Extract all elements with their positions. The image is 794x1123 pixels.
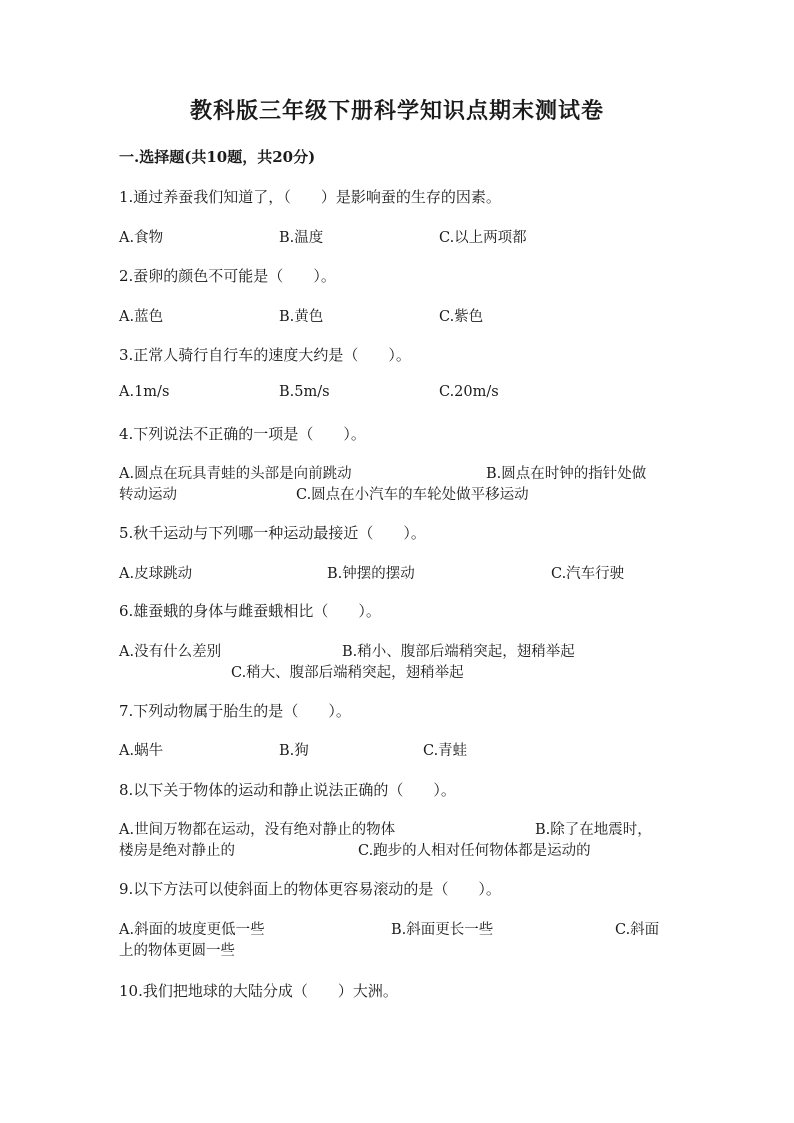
q2-option-c: C.紫色 [439,309,484,325]
question-2: 2.蚕卵的颜色不可能是（ ）。 [119,267,336,285]
q2-option-b: B.黄色 [279,309,324,325]
q1-option-c: C.以上两项都 [439,230,527,246]
section-heading: 一.选择题(共10题，共20分) [119,148,316,166]
q3-option-b: B.5m/s [279,384,330,400]
q6-option-a: A.没有什么差别 [119,644,222,660]
question-10: 10.我们把地球的大陆分成（ ）大洲。 [119,982,398,1000]
q3-option-a: A.1m/s [119,384,170,400]
question-8: 8.以下关于物体的运动和静止说法正确的（ ）。 [119,781,456,799]
q4-option-a: A.圆点在玩具青蛙的头部是向前跳动 [119,466,352,482]
q4-option-c: C.圆点在小汽车的车轮处做平移运动 [296,487,529,503]
q9-option-a: A.斜面的坡度更低一些 [119,922,265,938]
q4-option-b: B.圆点在时钟的指针处做 [486,466,647,482]
q8-option-b-cont: 楼房是绝对静止的 [119,843,235,859]
q7-option-a: A.蜗牛 [119,743,164,759]
q5-option-c: C.汽车行驶 [551,566,625,582]
q6-option-c: C.稍大、腹部后端稍突起，翅稍举起 [231,665,464,681]
q7-option-b: B.狗 [279,743,309,759]
question-7: 7.下列动物属于胎生的是（ ）。 [119,702,351,720]
q1-option-b: B.温度 [279,230,324,246]
q5-option-b: B.钟摆的摆动 [327,566,415,582]
q1-option-a: A.食物 [119,230,164,246]
q5-option-a: A.皮球跳动 [119,566,193,582]
question-1: 1.通过养蚕我们知道了，（ ）是影响蚕的生存的因素。 [119,188,501,206]
q8-option-b: B.除了在地震时， [535,822,652,838]
q2-option-a: A.蓝色 [119,309,164,325]
question-3: 3.正常人骑行自行车的速度大约是（ ）。 [119,346,411,364]
question-5: 5.秋千运动与下列哪一种运动最接近（ ）。 [119,524,426,542]
q3-option-c: C.20m/s [439,384,499,400]
q9-option-b: B.斜面更长一些 [391,922,494,938]
question-6: 6.雄蚕蛾的身体与雌蚕蛾相比（ ）。 [119,602,381,620]
q4-option-b-cont: 转动运动 [119,487,177,503]
question-9: 9.以下方法可以使斜面上的物体更容易滚动的是（ ）。 [119,880,501,898]
q9-option-c-cont: 上的物体更圆一些 [119,943,235,959]
q8-option-c: C.跑步的人相对任何物体都是运动的 [358,843,591,859]
q6-option-b: B.稍小、腹部后端稍突起，翅稍举起 [342,644,575,660]
q9-option-c: C.斜面 [615,922,660,938]
question-4: 4.下列说法不正确的一项是（ ）。 [119,425,366,443]
q8-option-a: A.世间万物都在运动，没有绝对静止的物体 [119,822,396,838]
page-title: 教科版三年级下册科学知识点期末测试卷 [189,98,604,124]
q7-option-c: C.青蛙 [423,743,468,759]
